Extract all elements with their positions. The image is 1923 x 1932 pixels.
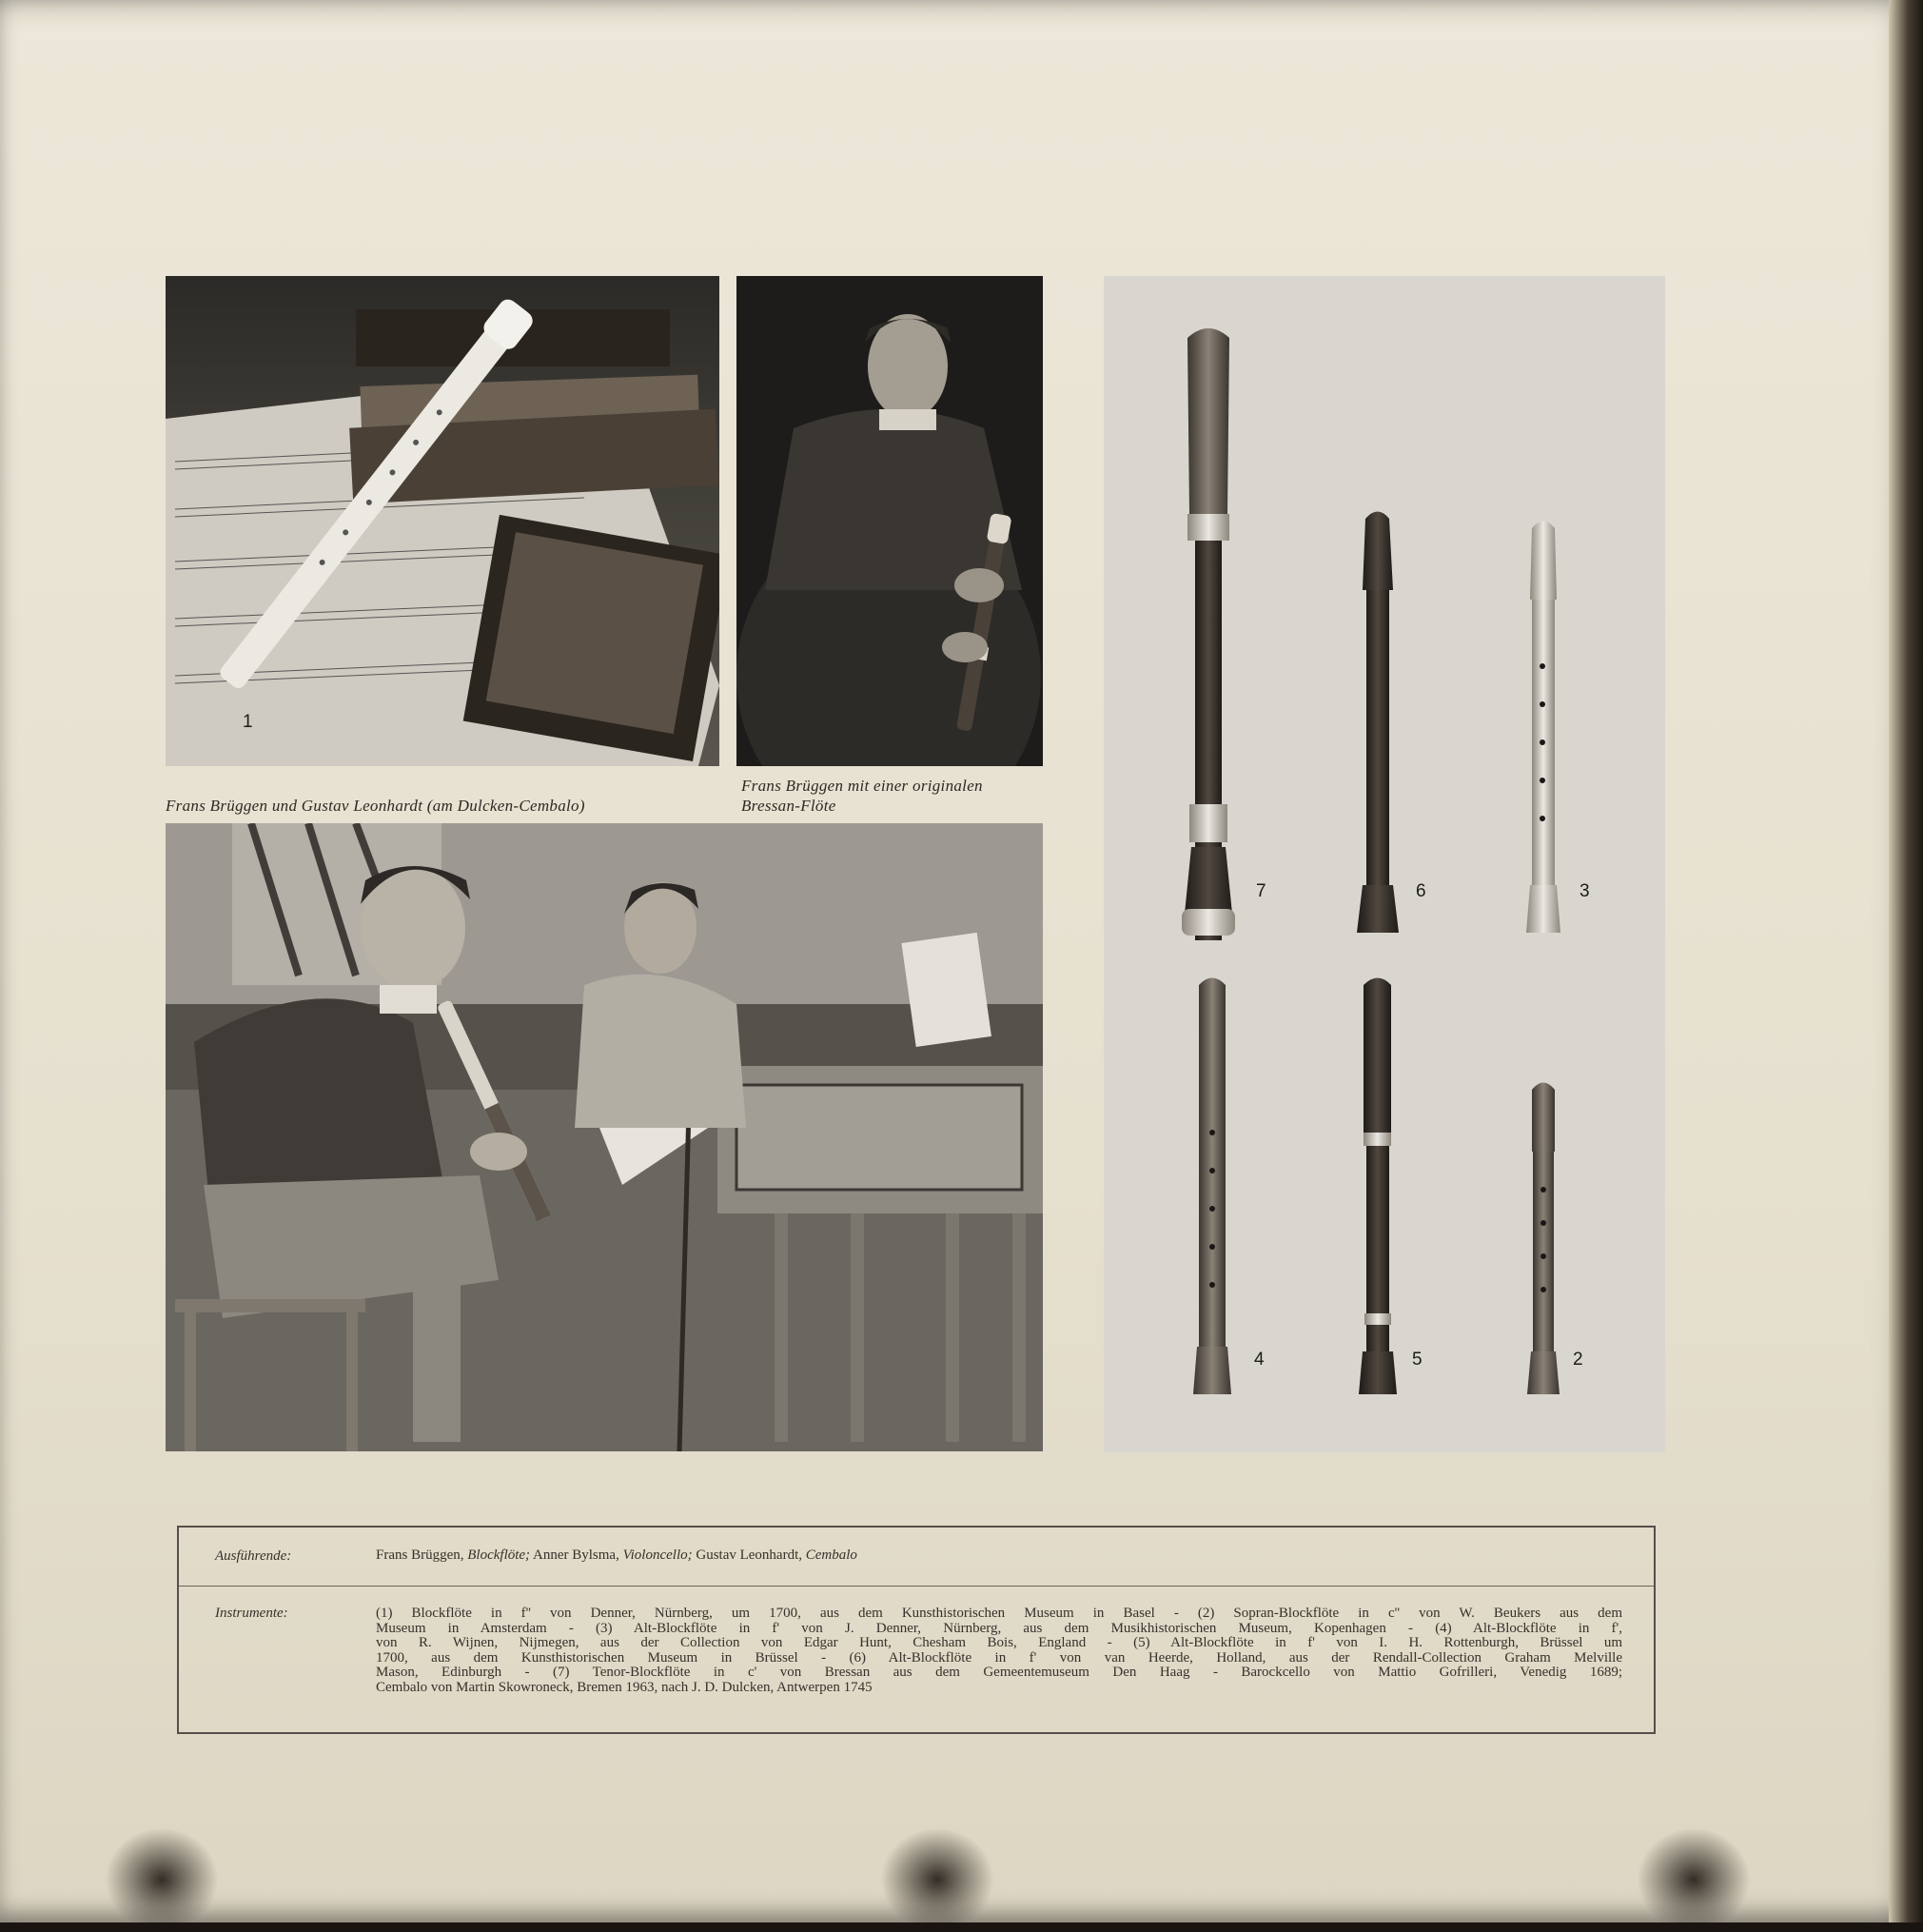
photo-number-1: 1	[243, 712, 253, 732]
credits-box	[177, 1526, 1656, 1734]
performer-name: Gustav Leonhardt,	[696, 1548, 802, 1563]
still-life-photo	[166, 276, 719, 766]
instruments-line: 1700, aus dem Kunsthistorischen Museum in Brüssel - (6) Alt-Blockflöte in f' von van Heerde, Holland, aus der Rendall-Collection Graham Melville	[376, 1649, 1622, 1666]
performer-instrument: Cembalo	[805, 1548, 857, 1563]
performers-label: Ausführende:	[215, 1548, 292, 1564]
instruments-line: von R. Wijnen, Nijmegen, aus der Collection von Edgar Hunt, Chesham Bois, England - (5) Alt-Blockflöte in f' von I. H. Rottenburgh, Brüssel um	[376, 1635, 1622, 1650]
performers-list	[376, 1548, 857, 1564]
credits-divider	[179, 1586, 1654, 1587]
instruments-label: Instrumente:	[215, 1606, 288, 1621]
recorder-number: 3	[1580, 881, 1590, 901]
instruments-line: Cembalo von Martin Skowroneck, Bremen 1963, nach J. D. Dulcken, Antwerpen 1745	[376, 1679, 873, 1695]
instruments-list	[376, 1607, 1622, 1702]
performer-instrument: Blockflöte;	[467, 1548, 531, 1563]
instruments-line: (1) Blockflöte in f'' von Denner, Nürnberg, um 1700, aus dem Kunsthistorischen Museum in Basel - (2) Sopran-Blockflöte in c'' von W. Beukers aus dem	[376, 1606, 1622, 1621]
recorder-number: 4	[1254, 1350, 1265, 1370]
performer-instrument: Violoncello;	[622, 1548, 693, 1563]
finger-shadow	[1637, 1827, 1751, 1932]
performer-name: Frans Brüggen,	[376, 1548, 464, 1563]
recorder-number: 5	[1412, 1350, 1423, 1370]
recorders-photo	[1104, 276, 1665, 1452]
finger-shadow	[105, 1827, 219, 1932]
caption-portrait-line1: Frans Brüggen mit einer originalen	[741, 777, 983, 795]
caption-portrait-line2: Bressan-Flöte	[741, 797, 836, 815]
recorder-number: 2	[1573, 1350, 1583, 1370]
finger-shadow	[880, 1827, 994, 1932]
instruments-line: Mason, Edinburgh - (7) Tenor-Blockflöte in c' von Bressan aus dem Gemeentemuseum Den Haag - Barockcello von Mattio Gofrilleri, Venedig 1689;	[376, 1665, 1622, 1680]
caption-rehearsal: Frans Brüggen und Gustav Leonhardt (am Dulcken-Cembalo)	[166, 797, 585, 815]
recorder-number: 7	[1256, 881, 1266, 901]
instruments-line: Museum in Amsterdam - (3) Alt-Blockflöte in f' von J. Denner, Nürnberg, aus dem Musikhistorischen Museum, Kopenhagen - (4) Alt-Blockflöte in f',	[376, 1620, 1622, 1636]
recorder-number: 6	[1416, 881, 1426, 901]
rehearsal-photo	[166, 823, 1043, 1451]
sheet-edge	[1889, 0, 1923, 1922]
performer-name: Anner Bylsma,	[533, 1548, 619, 1563]
portrait-photo	[736, 276, 1043, 766]
